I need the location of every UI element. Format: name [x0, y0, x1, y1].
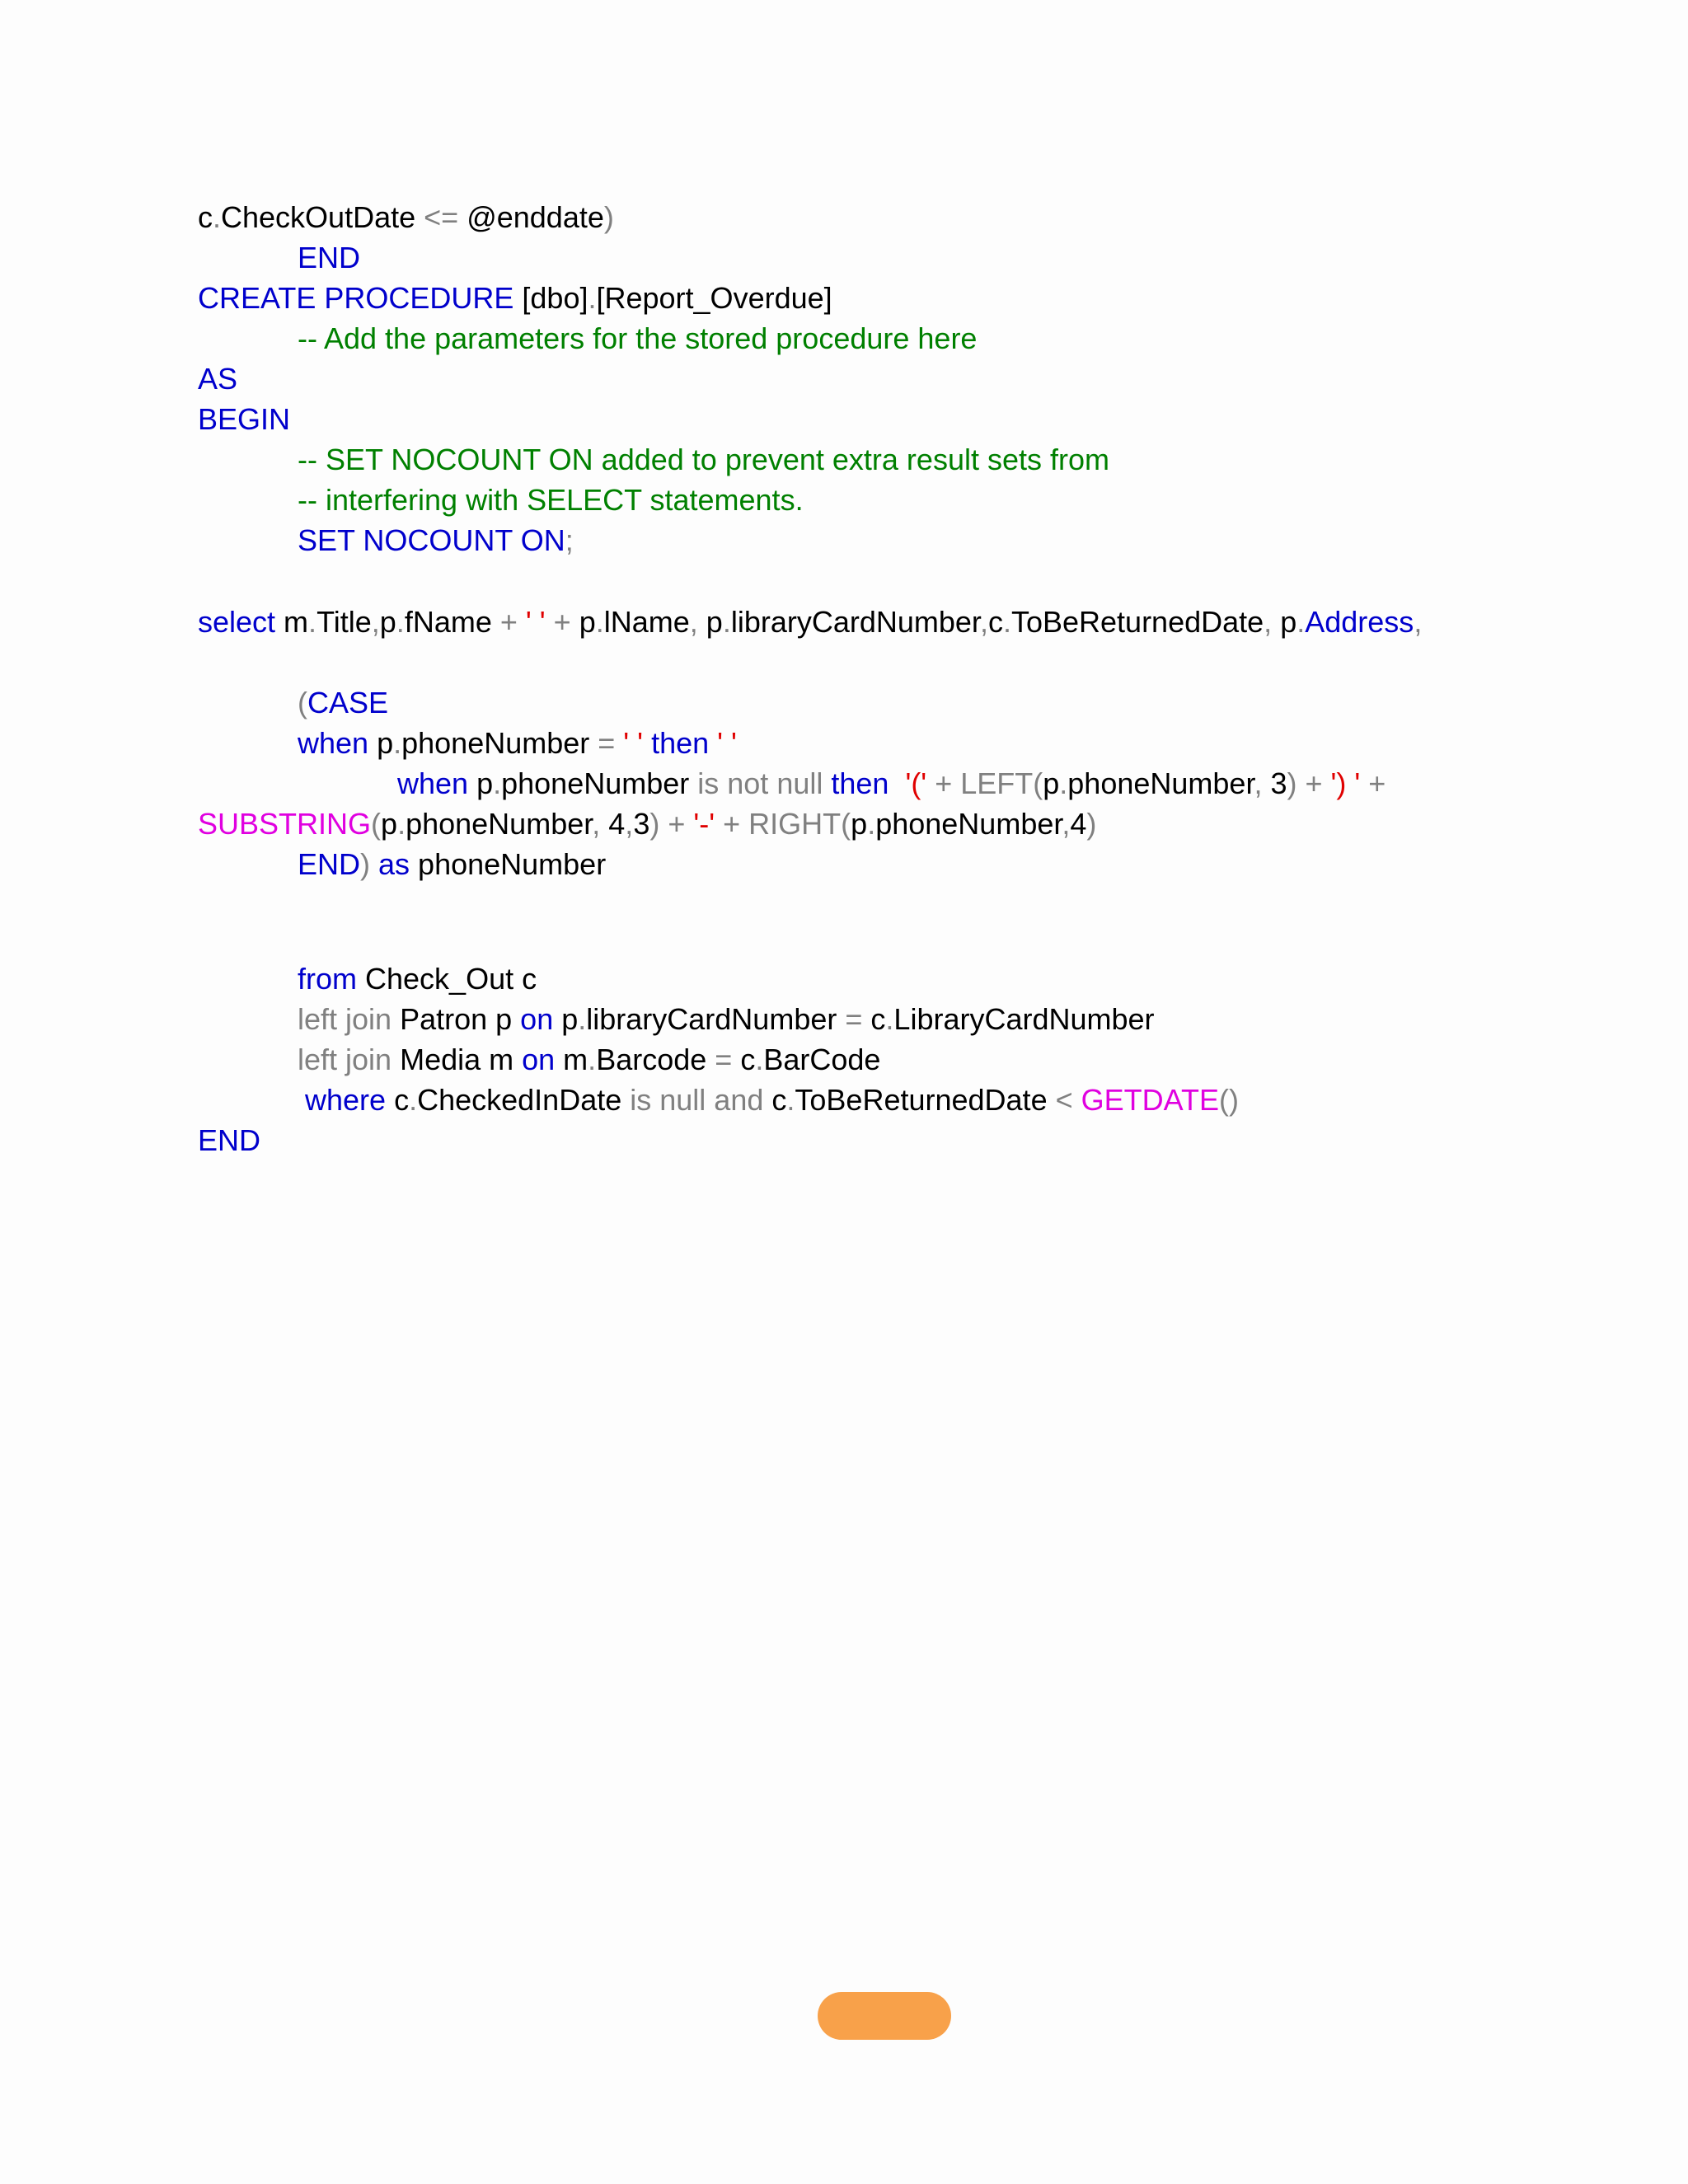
- code-token: ToBeReturnedDate: [1010, 605, 1264, 639]
- code-token: c: [862, 1002, 886, 1036]
- code-line: [298, 725, 737, 762]
- code-token: p: [697, 605, 723, 639]
- code-token: then: [651, 726, 710, 760]
- code-token: is not null: [697, 766, 823, 800]
- code-line: [298, 685, 388, 721]
- code-token: +: [935, 766, 953, 800]
- code-token: SUBSTRING: [198, 807, 372, 841]
- code-token: ,: [1062, 807, 1071, 841]
- code-token: =: [715, 1043, 733, 1076]
- code-token: END: [298, 241, 361, 274]
- code-token: Address: [1305, 605, 1414, 639]
- code-token: c: [198, 200, 213, 234]
- code-token: phoneNumber: [875, 807, 1062, 841]
- code-token: ToBeReturnedDate: [795, 1083, 1056, 1117]
- code-token: ' ': [709, 726, 737, 760]
- code-line: [298, 482, 804, 518]
- code-token: <=: [424, 200, 459, 234]
- code-token: -- Add the parameters for the stored procedure here: [298, 321, 978, 355]
- code-token: .: [755, 1043, 764, 1076]
- code-token: +: [723, 807, 741, 841]
- code-token: .: [885, 1002, 894, 1036]
- code-line: [198, 1122, 260, 1159]
- code-token: BarCode: [763, 1043, 881, 1076]
- code-token: is null and: [630, 1083, 764, 1117]
- code-line: [298, 321, 977, 357]
- code-line: [298, 961, 537, 997]
- code-token: phoneNumber: [1067, 766, 1254, 800]
- code-token: ' ': [517, 605, 554, 639]
- code-token: END: [198, 1123, 261, 1157]
- code-token: [Report_Overdue]: [596, 281, 832, 315]
- code-token: =: [845, 1002, 863, 1036]
- code-token: CheckedInDate: [417, 1083, 631, 1117]
- code-token: lName: [603, 605, 690, 639]
- code-token: ): [1086, 807, 1097, 841]
- code-token: -- SET NOCOUNT ON added to prevent extra result sets from: [298, 443, 1109, 476]
- code-token: .: [213, 200, 222, 234]
- code-token: AS: [198, 362, 238, 396]
- code-token: '-': [693, 807, 724, 841]
- code-token: p: [1043, 766, 1060, 800]
- code-token: [dbo]: [513, 281, 588, 315]
- code-token: LEFT: [952, 766, 1034, 800]
- code-token: on: [522, 1043, 556, 1076]
- code-token: ,: [1414, 605, 1423, 639]
- code-token: libraryCardNumber: [730, 605, 980, 639]
- code-token: where: [305, 1083, 387, 1117]
- code-token: Patron p: [392, 1002, 521, 1036]
- code-line: [198, 361, 237, 397]
- code-token: .: [1002, 605, 1011, 639]
- code-token: .: [867, 807, 876, 841]
- code-token: .: [396, 605, 405, 639]
- code-token: .: [588, 281, 597, 315]
- code-token: ,: [1254, 766, 1263, 800]
- code-token: ,: [371, 605, 380, 639]
- code-token: BEGIN: [198, 402, 291, 436]
- code-token: phoneNumber: [401, 726, 598, 760]
- code-line: [298, 846, 606, 883]
- code-token: Media m: [392, 1043, 523, 1076]
- code-token: libraryCardNumber: [586, 1002, 846, 1036]
- code-line: [198, 604, 1422, 640]
- code-token: p: [1272, 605, 1297, 639]
- code-token: ') ': [1330, 766, 1369, 800]
- code-token: ): [649, 807, 660, 841]
- code-token: m: [275, 605, 309, 639]
- code-token: Barcode: [596, 1043, 715, 1076]
- code-token: RIGHT: [740, 807, 842, 841]
- code-token: END: [298, 847, 361, 881]
- code-token: '(': [889, 766, 935, 800]
- code-token: CheckOutDate: [221, 200, 424, 234]
- code-token: c: [763, 1083, 787, 1117]
- code-token: phoneNumber: [406, 807, 593, 841]
- code-token: ): [603, 200, 614, 234]
- code-token: =: [598, 726, 616, 760]
- code-token: ,: [592, 807, 601, 841]
- code-token: left join: [298, 1002, 392, 1036]
- code-token: -- interfering with SELECT statements.: [298, 483, 804, 517]
- code-token: (: [298, 686, 307, 719]
- code-token: LibraryCardNumber: [893, 1002, 1155, 1036]
- code-token: ,: [1264, 605, 1273, 639]
- code-token: +: [659, 807, 694, 841]
- code-token: ;: [565, 523, 574, 557]
- code-line: [198, 401, 290, 438]
- code-token: .: [722, 605, 731, 639]
- code-token: on: [520, 1002, 554, 1036]
- code-token: .: [588, 1043, 597, 1076]
- code-token: p: [851, 807, 868, 841]
- code-token: .: [1059, 766, 1068, 800]
- code-token: p: [368, 726, 394, 760]
- code-token: .: [493, 766, 502, 800]
- code-token: 4: [1070, 807, 1087, 841]
- code-token: @enddate: [458, 200, 604, 234]
- code-token: +: [499, 605, 518, 639]
- code-token: (: [841, 807, 851, 841]
- code-token: (: [371, 807, 382, 841]
- code-line: [198, 199, 614, 236]
- code-token: Check_Out c: [357, 962, 537, 996]
- code-token: .: [409, 1083, 418, 1117]
- code-token: c: [732, 1043, 756, 1076]
- code-token: ,: [625, 807, 634, 841]
- code-line: [298, 240, 360, 276]
- code-token: p: [381, 807, 398, 841]
- code-token: (): [1218, 1083, 1239, 1117]
- code-token: m: [555, 1043, 588, 1076]
- code-token: ,: [689, 605, 698, 639]
- code-line: [298, 1001, 1155, 1038]
- code-token: ' ': [615, 726, 652, 760]
- code-token: from: [298, 962, 357, 996]
- code-token: CASE: [307, 686, 389, 719]
- code-line: [298, 442, 1109, 478]
- code-token: select: [198, 605, 276, 639]
- code-token: when: [397, 766, 469, 800]
- code-line: [298, 1042, 880, 1078]
- code-token: c: [386, 1083, 410, 1117]
- code-token: when: [298, 726, 369, 760]
- code-token: ): [360, 847, 371, 881]
- code-token: fName: [404, 605, 500, 639]
- code-token: +: [1296, 766, 1331, 800]
- code-line: [305, 1082, 1239, 1118]
- code-token: p: [553, 1002, 579, 1036]
- code-token: 3: [633, 807, 650, 841]
- code-token: +: [553, 605, 571, 639]
- code-token: .: [393, 726, 402, 760]
- code-line: [198, 280, 832, 316]
- code-line: [397, 766, 1386, 802]
- code-token: phoneNumber: [410, 847, 607, 881]
- code-token: 4: [600, 807, 626, 841]
- code-line: [298, 523, 574, 559]
- code-token: p: [468, 766, 494, 800]
- code-token: c: [987, 605, 1003, 639]
- page-number-badge: [818, 1992, 951, 2040]
- code-token: phoneNumber: [501, 766, 698, 800]
- code-token: .: [786, 1083, 795, 1117]
- code-token: (: [1033, 766, 1043, 800]
- code-line: [198, 806, 1096, 842]
- code-token: GETDATE: [1072, 1083, 1219, 1117]
- code-token: 3: [1262, 766, 1287, 800]
- code-token: p: [570, 605, 596, 639]
- code-token: p: [379, 605, 396, 639]
- code-token: Title: [316, 605, 372, 639]
- code-token: CREATE PROCEDURE: [198, 281, 514, 315]
- code-token: .: [595, 605, 604, 639]
- code-token: .: [308, 605, 317, 639]
- code-token: ): [1287, 766, 1297, 800]
- code-token: .: [397, 807, 406, 841]
- code-token: .: [1296, 605, 1306, 639]
- code-token: then: [823, 766, 889, 800]
- code-token: +: [1368, 766, 1386, 800]
- code-token: <: [1055, 1083, 1073, 1117]
- code-token: ,: [979, 605, 988, 639]
- code-token: left join: [298, 1043, 392, 1076]
- code-token: .: [578, 1002, 587, 1036]
- code-token: SET NOCOUNT ON: [298, 523, 565, 557]
- code-token: as: [370, 847, 410, 881]
